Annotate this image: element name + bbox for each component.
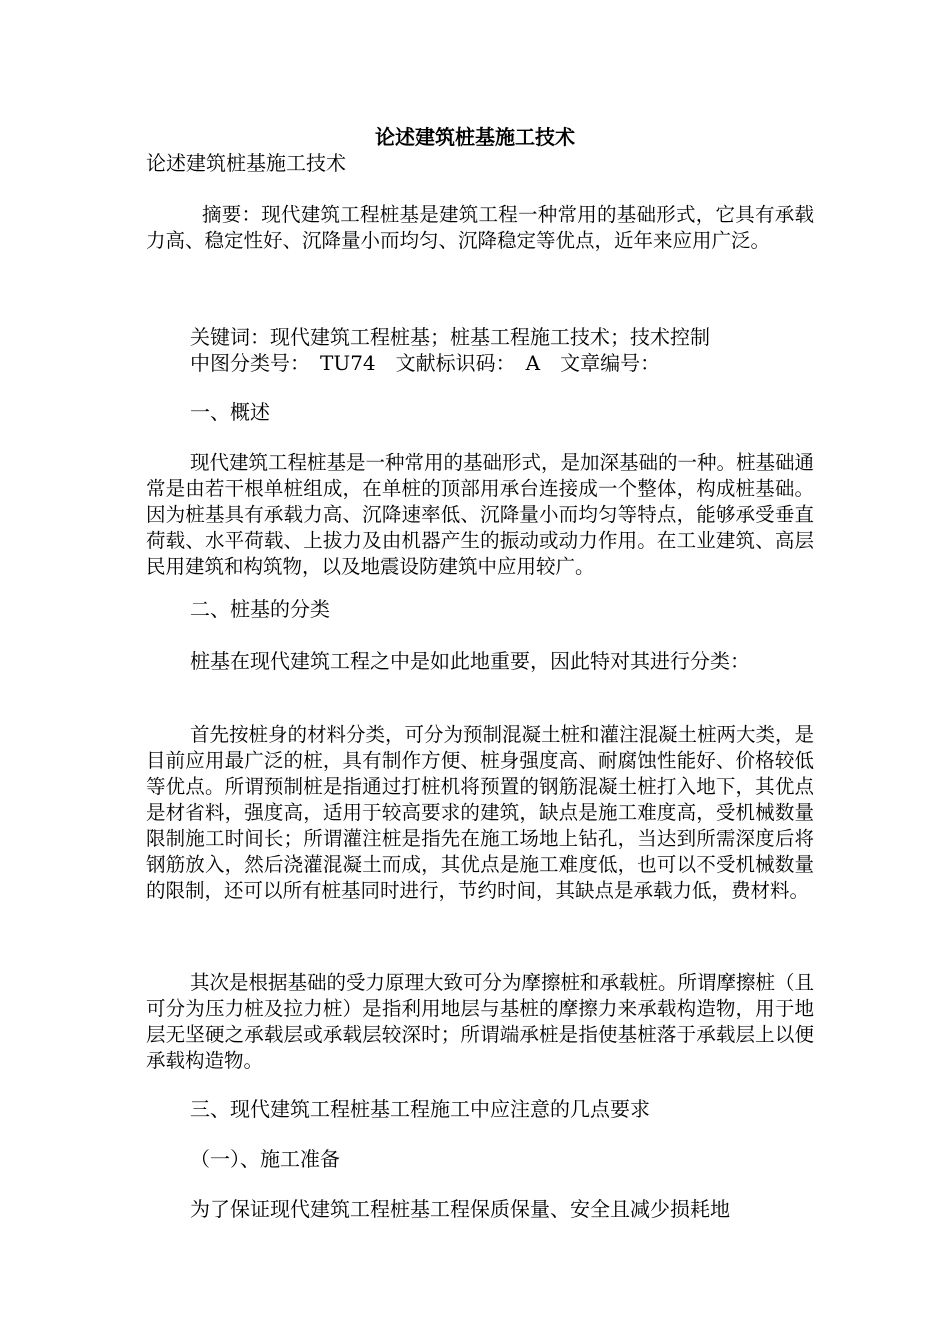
document-title: 论述建筑桩基施工技术 [375,125,575,149]
document-subtitle: 论述建筑桩基施工技术 [146,151,346,175]
section-2-heading: 二、桩基的分类 [190,597,330,621]
section-1-body: 现代建筑工程桩基是一种常用的基础形式，是加深基础的一种。桩基础通常是由若干根单桩组成，在单桩的顶部用承台连接成一个整体，构成桩基础。因为桩基具有承载力高、沉降速率低、沉降量小而均匀等特点，能够承受垂直荷载、水平荷载、上拔力及由机器产生的振动或动力作用。在工业建筑、高层民用建筑和构筑物，以及地震设防建筑中应用较广。 [146,451,815,578]
section-3-subheading-1: （一）、施工准备 [190,1147,340,1171]
section-3-heading: 三、现代建筑工程桩基工程施工中应注意的几点要求 [190,1097,650,1121]
section-1-heading: 一、概述 [190,400,270,424]
section-2-intro: 桩基在现代建筑工程之中是如此地重要，因此特对其进行分类： [190,649,750,673]
section-2-paragraph-2: 其次是根据基础的受力原理大致可分为摩擦桩和承载桩。所谓摩擦桩（且可分为压力桩及拉力桩）是指利用地层与基桩的摩擦力来承载构造物，用于地层无坚硬之承载层或承载层较深时；所谓端承桩是指使基桩落于承载层上以便承载构造物。 [146,971,815,1072]
classification-line: 中图分类号： TU74 文献标识码： A 文章编号： [190,351,661,375]
section-3-body: 为了保证现代建筑工程桩基工程保质保量、安全且减少损耗地 [190,1197,730,1221]
keywords-line: 关键词：现代建筑工程桩基；桩基工程施工技术；技术控制 [190,325,710,349]
section-2-paragraph-1: 首先按桩身的材料分类，可分为预制混凝土桩和灌注混凝土桩两大类，是目前应用最广泛的桩，具有制作方便、桩身强度高、耐腐蚀性能好、价格较低等优点。所谓预制桩是指通过打桩机将预置的钢筋混凝土桩打入地下，其优点是材省料，强度高，适用于较高要求的建筑，缺点是施工难度高，受机械数量限制施工时间长；所谓灌注桩是指先在施工场地上钻孔，当达到所需深度后将钢筋放入，然后浇灌混凝土而成，其优点是施工难度低，也可以不受机械数量的限制，还可以所有桩基同时进行，节约时间，其缺点是承载力低，费材料。 [146,723,815,902]
abstract-paragraph: 摘要：现代建筑工程桩基是建筑工程一种常用的基础形式，它具有承载力高、稳定性好、沉降量小而均匀、沉降稳定等优点，近年来应用广泛。 [146,203,814,252]
